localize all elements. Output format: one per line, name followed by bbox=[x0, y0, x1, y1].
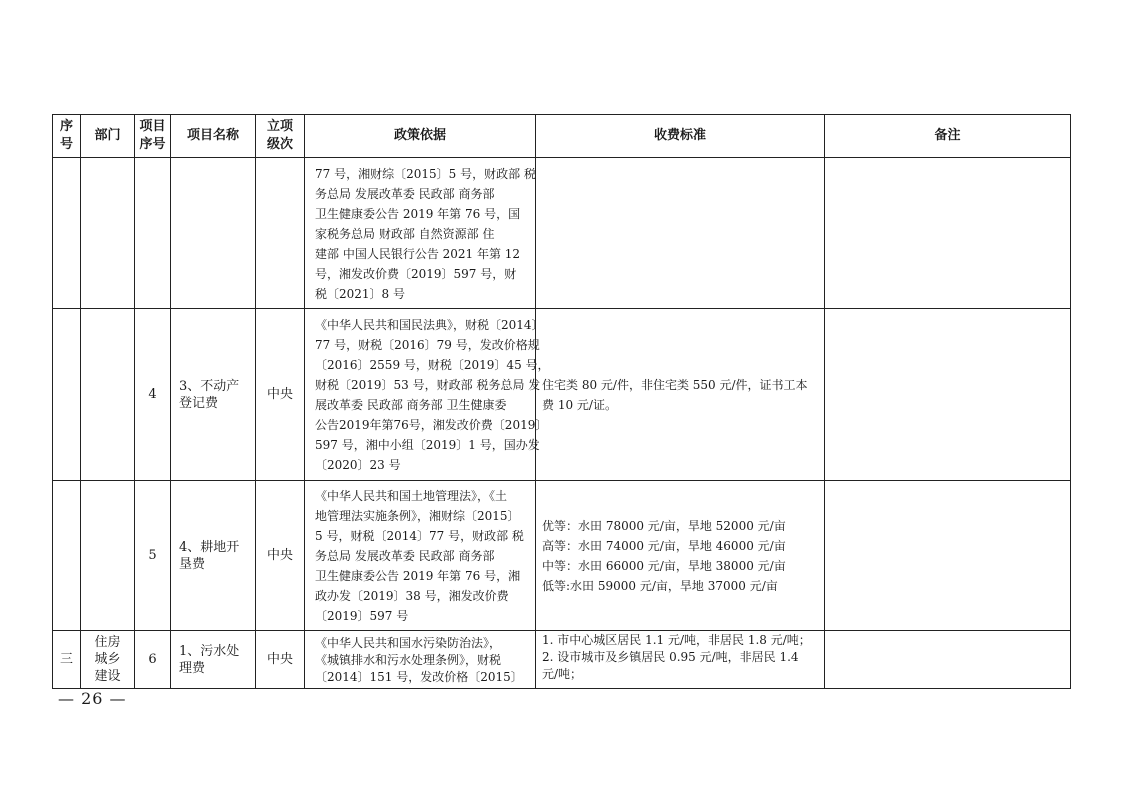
cell-remark bbox=[825, 158, 1071, 309]
cell-item-name: 4、耕地开垦费 bbox=[171, 481, 256, 631]
cell-item-name: 3、不动产登记费 bbox=[171, 309, 256, 481]
standard-line: 1. 市中心城区居民 1.1 元/吨，非居民 1.8 元/吨； bbox=[542, 633, 811, 647]
basis-line: 政办发〔2019〕38 号，湘发改价费 bbox=[315, 589, 509, 603]
cell-standard bbox=[536, 481, 825, 631]
basis-line: 务总局 发展改革委 民政部 商务部 bbox=[315, 186, 495, 201]
basis-line: 号，湘发改价费〔2019〕597 号，财 bbox=[315, 266, 517, 281]
basis-line: 公告2019年第76号，湘发改价费〔2019〕 bbox=[315, 418, 548, 432]
cell-basis bbox=[305, 309, 550, 481]
basis-line: 〔2014〕151 号，发改价格〔2015〕 bbox=[315, 669, 523, 684]
cell-remark bbox=[825, 309, 1071, 481]
header-level: 立项级次 bbox=[256, 115, 305, 158]
basis-line: 展改革委 民政部 商务部 卫生健康委 bbox=[315, 398, 507, 412]
basis-line: 卫生健康委公告 2019 年第 76 号，国 bbox=[315, 206, 521, 221]
standard-line: 住宅类 80 元/件，非住宅类 550 元/件，证书工本 bbox=[542, 377, 808, 392]
header-seq: 序号 bbox=[53, 115, 81, 158]
standard-line: 优等：水田 78000 元/亩，旱地 52000 元/亩 bbox=[542, 518, 786, 533]
cell-level bbox=[256, 158, 305, 309]
cell-seq bbox=[53, 309, 81, 481]
cell-level: 中央 bbox=[256, 631, 305, 689]
basis-line: 卫生健康委公告 2019 年第 76 号，湘 bbox=[315, 569, 521, 583]
table-header-row bbox=[53, 115, 1071, 158]
cell-dept bbox=[81, 309, 135, 481]
basis-line: 〔2019〕597 号 bbox=[315, 609, 409, 623]
basis-line: 〔2016〕2559 号，财税〔2019〕45 号， bbox=[315, 358, 550, 372]
basis-line: 597 号，湘中小组〔2019〕1 号，国办发 bbox=[315, 438, 540, 452]
cell-basis bbox=[305, 631, 536, 689]
cell-basis bbox=[305, 158, 536, 309]
basis-line: 5 号，财税〔2014〕77 号，财政部 税 bbox=[315, 529, 524, 543]
standard-line: 高等：水田 74000 元/亩，旱地 46000 元/亩 bbox=[542, 538, 786, 553]
table-row bbox=[53, 481, 1071, 631]
header-remark: 备注 bbox=[825, 115, 1071, 158]
cell-item-seq: 4 bbox=[135, 309, 171, 481]
basis-line: 77 号，财税〔2016〕79 号，发改价格规 bbox=[315, 338, 540, 352]
header-item-name: 项目名称 bbox=[171, 115, 256, 158]
standard-line: 中等：水田 66000 元/亩，旱地 38000 元/亩 bbox=[542, 558, 786, 573]
cell-item-seq: 5 bbox=[135, 481, 171, 631]
header-standard: 收费标准 bbox=[536, 115, 825, 158]
cell-remark bbox=[825, 631, 1071, 689]
standard-line: 元/吨； bbox=[542, 667, 583, 681]
basis-line: 《中华人民共和国民法典》，财税〔2014〕 bbox=[315, 318, 544, 332]
basis-line: 家税务总局 财政部 自然资源部 住 bbox=[315, 226, 495, 241]
standard-line: 低等:水田 59000 元/亩，旱地 37000 元/亩 bbox=[542, 578, 778, 593]
fee-table bbox=[52, 114, 1071, 689]
table-row bbox=[53, 631, 1071, 689]
cell-level: 中央 bbox=[256, 481, 305, 631]
basis-line: 《城镇排水和污水处理条例》，财税 bbox=[315, 652, 502, 667]
page-number: — 26 — bbox=[58, 689, 127, 708]
basis-line: 《中华人民共和国水污染防治法》， bbox=[315, 635, 502, 650]
basis-line: 税〔2021〕8 号 bbox=[315, 286, 405, 301]
basis-line: 〔2020〕23 号 bbox=[315, 458, 401, 472]
basis-line: 财税〔2019〕53 号，财政部 税务总局 发 bbox=[315, 378, 541, 392]
cell-seq bbox=[53, 158, 81, 309]
basis-line: 务总局 发展改革委 民政部 商务部 bbox=[315, 549, 495, 563]
cell-dept: 住房城乡建设 bbox=[81, 631, 135, 689]
cell-seq: 三 bbox=[53, 631, 81, 689]
cell-level: 中央 bbox=[256, 309, 305, 481]
cell-item-seq: 6 bbox=[135, 631, 171, 689]
basis-line: 地管理法实施条例》，湘财综〔2015〕 bbox=[315, 509, 520, 523]
cell-dept bbox=[81, 158, 135, 309]
header-item-seq: 项目序号 bbox=[135, 115, 171, 158]
cell-item-name: 1、污水处理费 bbox=[171, 631, 256, 689]
standard-line: 费 10 元/证。 bbox=[542, 397, 617, 412]
cell-standard bbox=[536, 309, 825, 481]
header-basis: 政策依据 bbox=[305, 115, 536, 158]
cell-standard bbox=[536, 631, 825, 689]
cell-remark bbox=[825, 481, 1071, 631]
basis-line: 《中华人民共和国土地管理法》，《土 bbox=[315, 489, 508, 503]
cell-basis bbox=[305, 481, 536, 631]
basis-line: 建部 中国人民银行公告 2021 年第 12 bbox=[315, 246, 521, 261]
table-row bbox=[53, 158, 1071, 309]
cell-item-name bbox=[171, 158, 256, 309]
cell-item-seq bbox=[135, 158, 171, 309]
cell-dept bbox=[81, 481, 135, 631]
header-dept: 部门 bbox=[81, 115, 135, 158]
cell-standard bbox=[536, 158, 825, 309]
standard-line: 2. 设市城市及乡镇居民 0.95 元/吨，非居民 1.4 bbox=[542, 650, 799, 664]
basis-line: 77 号，湘财综〔2015〕5 号，财政部 税 bbox=[315, 166, 536, 181]
table-row bbox=[53, 309, 1071, 481]
cell-seq bbox=[53, 481, 81, 631]
